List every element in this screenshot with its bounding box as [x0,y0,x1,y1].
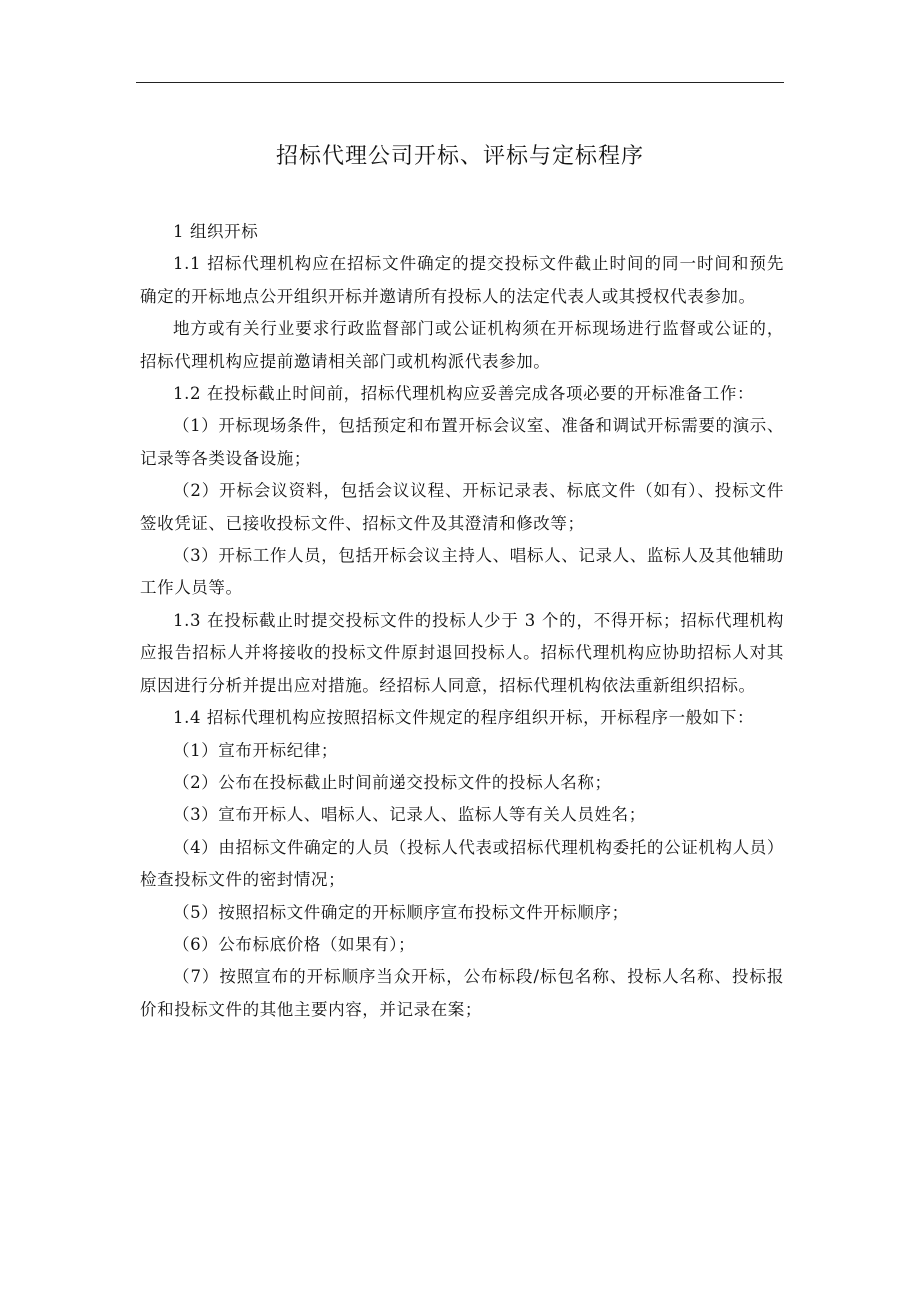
list-item: （3）开标工作人员，包括开标会议主持人、唱标人、记录人、监标人及其他辅助工作人员等。 [140,546,784,598]
list-item: （3）宣布开标人、唱标人、记录人、监标人等有关人员姓名； [173,805,646,825]
paragraph: 1.2 在投标截止时间前，招标代理机构应妥善完成各项必要的开标准备工作： [173,384,755,404]
document-body [140,216,784,1026]
paragraph: 地方或有关行业要求行政监督部门或公证机构须在开标现场进行监督或公证的，招标代理机构应提前邀请相关部门或机构派代表参加。 [140,319,784,371]
paragraph: 1.4 招标代理机构应按照招标文件规定的程序组织开标，开标程序一般如下： [173,708,755,728]
list-item: （5）按照招标文件确定的开标顺序宣布投标文件开标顺序； [173,902,629,922]
list-item: （7）按照宣布的开标顺序当众开标，公布标段/标包名称、投标人名称、投标报价和投标文件的其他主要内容，并记录在案； [140,967,784,1019]
list-item: （1）宣布开标纪律； [173,740,338,760]
document-title: 招标代理公司开标、评标与定标程序 [275,144,644,169]
list-item: （1）开标现场条件，包括预定和布置开标会议室、准备和调试开标需要的演示、记录等各类设备设施； [140,416,784,468]
list-item: （4）由招标文件确定的人员（投标人代表或招标代理机构委托的公证机构人员）检查投标文件的密封情况； [140,837,784,890]
list-item: （2）开标会议资料，包括会议议程、开标记录表、标底文件（如有）、投标文件签收凭证、已接收投标文件、招标文件及其澄清和修改等； [140,481,784,533]
section-heading: 1 组织开标 [173,222,259,241]
paragraph: 1.3 在投标截止时提交投标文件的投标人少于 3 个的，不得开标；招标代理机构应报告招标人并将接收的投标文件原封退回投标人。招标代理机构应协助招标人对其原因进行分析并提出应对措施。经招标人同意，招标代理机构依法重新组织招标。 [140,610,784,695]
paragraph: 1.1 招标代理机构应在招标文件确定的提交投标文件截止时间的同一时间和预先确定的开标地点公开组织开标并邀请所有投标人的法定代表人或其授权代表参加。 [140,254,784,306]
list-item: （2）公布在投标截止时间前递交投标文件的投标人名称； [173,772,612,792]
header-rule [136,82,784,83]
list-item: （6）公布标底价格（如果有）； [173,934,416,954]
